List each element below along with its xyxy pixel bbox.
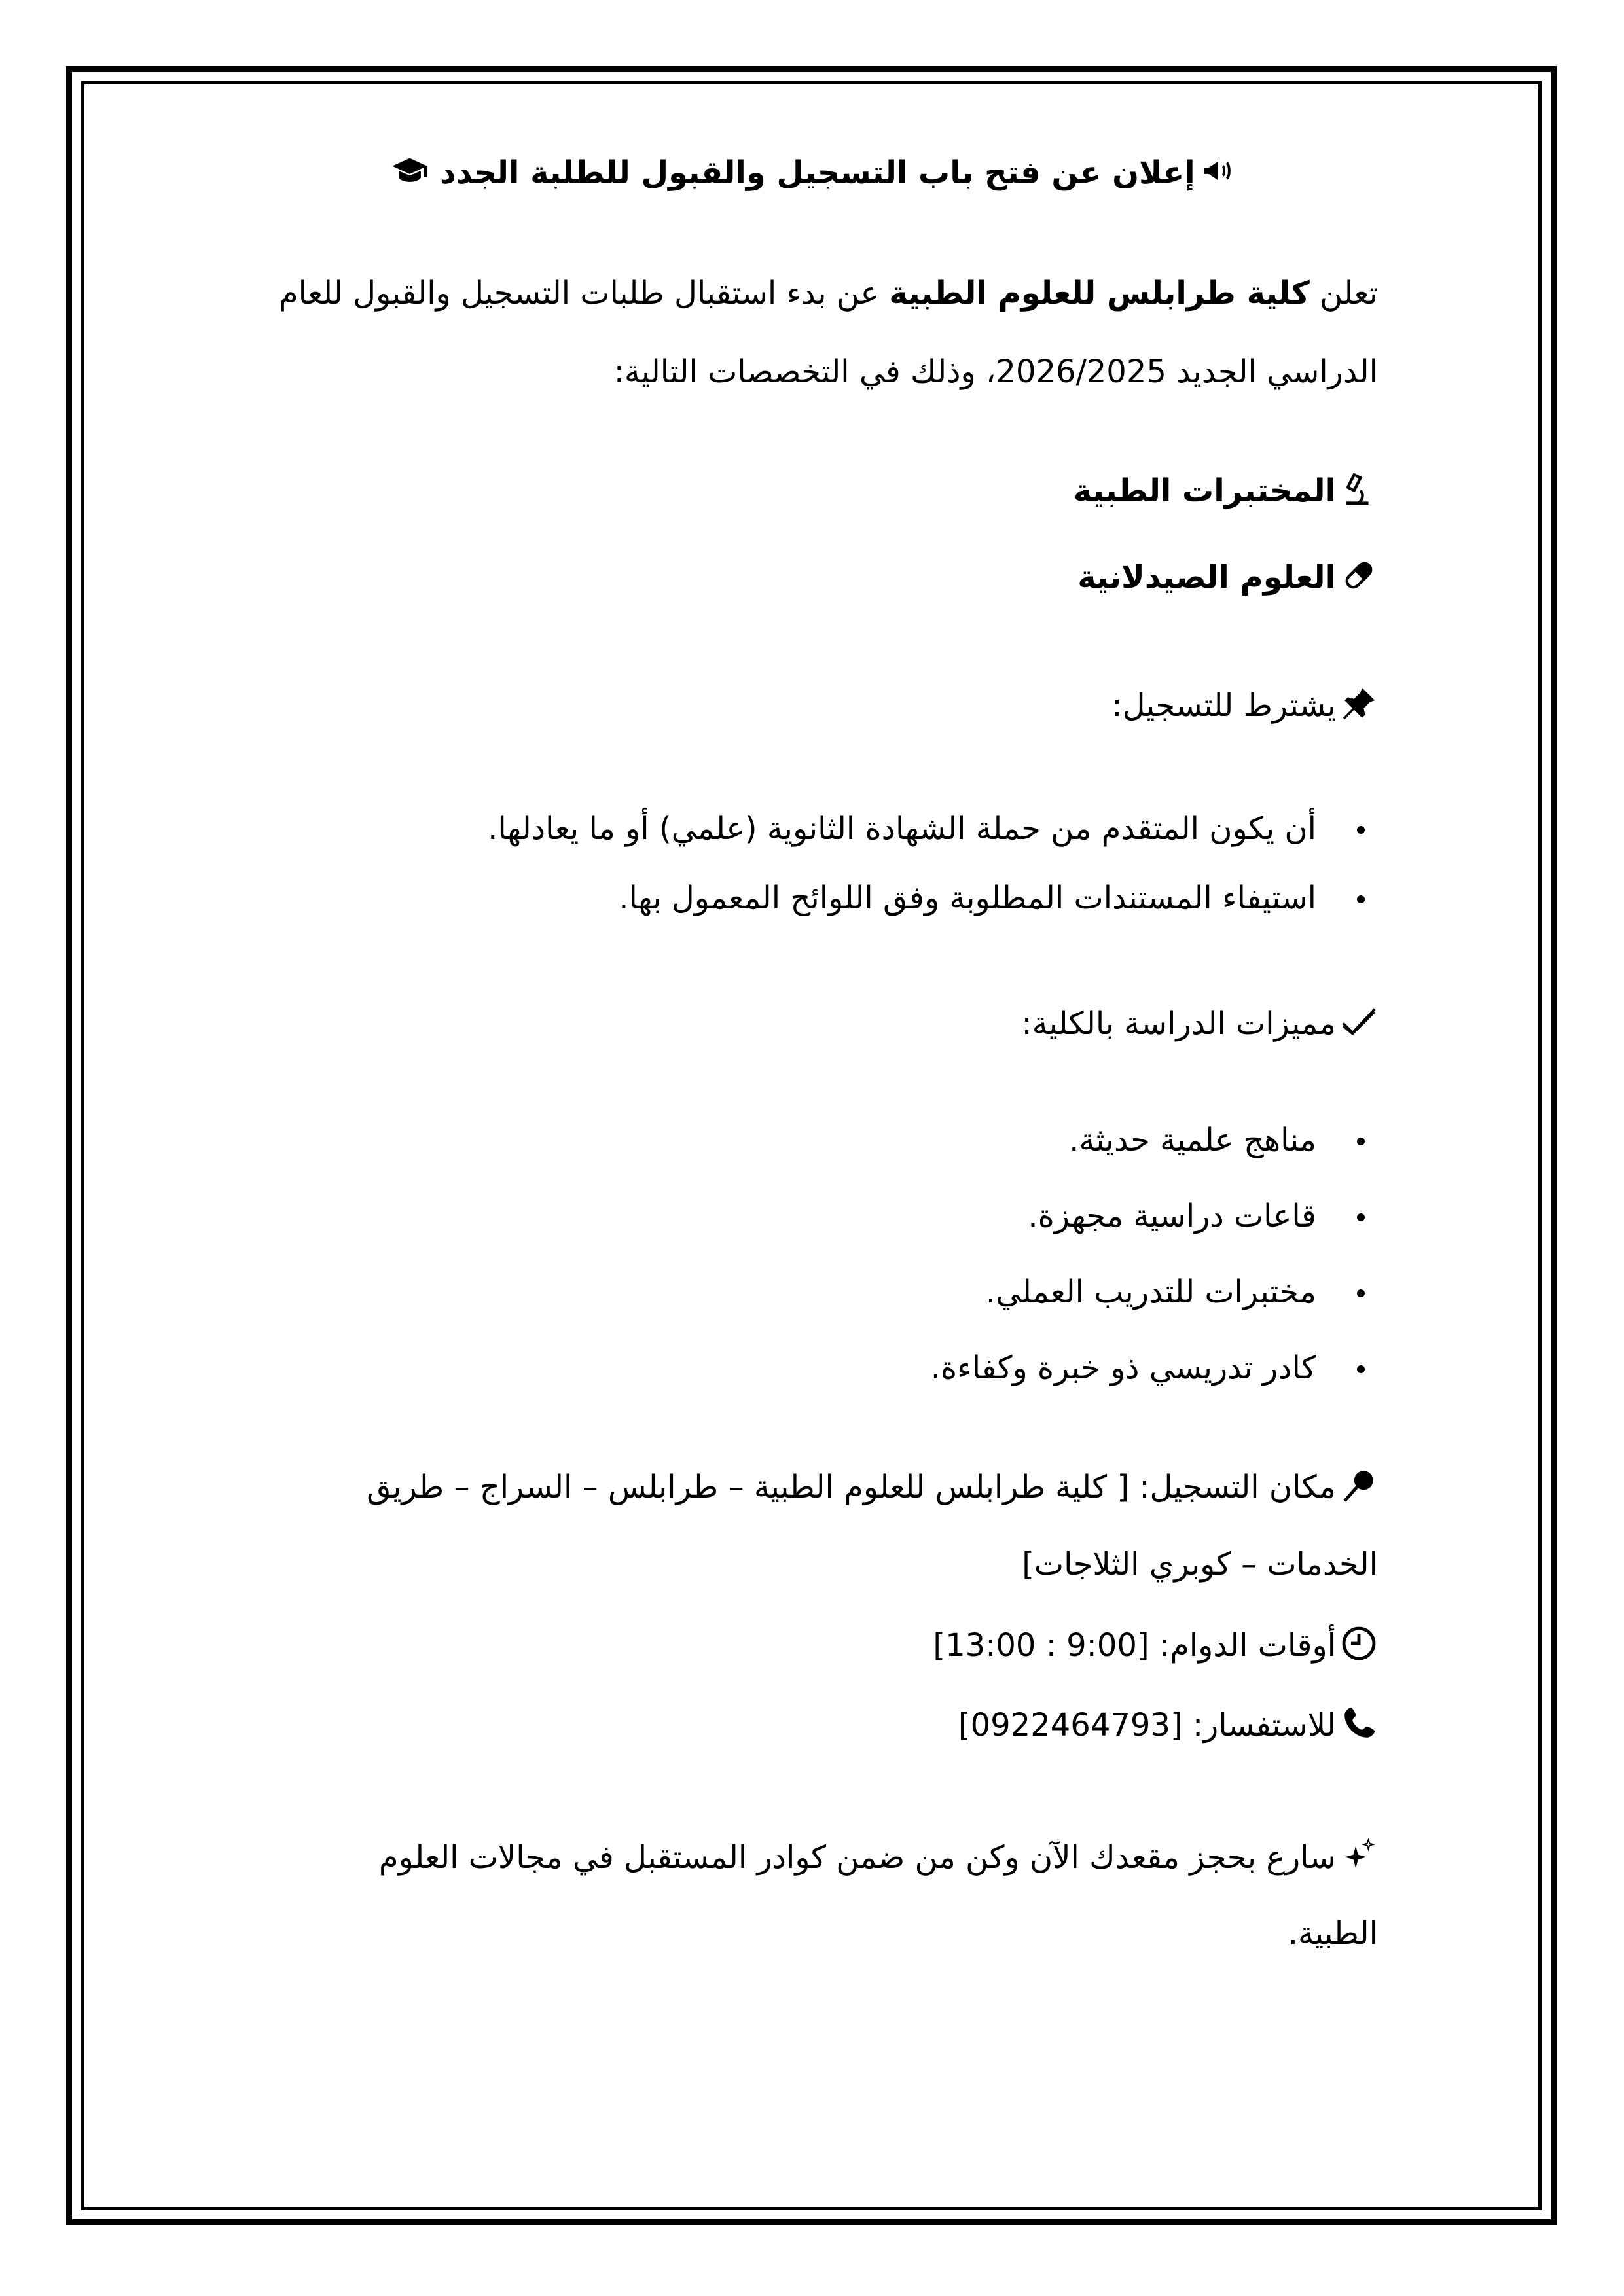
pushpin-icon: [1340, 685, 1378, 723]
megaphone-icon: [1199, 152, 1237, 190]
requirements-heading-text: يشترط للتسجيل:: [1111, 687, 1336, 724]
pill-icon: [1340, 556, 1378, 594]
inquiry-text: للاستفسار: [0922464793]: [958, 1707, 1336, 1744]
graduation-cap-icon: [391, 152, 429, 190]
location-text: مكان التسجيل: [ كلية طرابلس للعلوم الطبية – طرابلس – السراج – طريق: [367, 1469, 1336, 1505]
features-heading-text: مميزات الدراسة بالكلية:: [1021, 1005, 1336, 1042]
closing-text: سارع بحجز مقعدك الآن وكن من ضمن كوادر المستقبل في مجالات العلوم: [378, 1839, 1336, 1876]
bullet-dot: [1357, 1365, 1365, 1373]
location-line-2: الخدمات – كوبري الثلاجات]: [1022, 1546, 1378, 1583]
intro-rest: عن بدء استقبال طلبات التسجيل والقبول للعام: [278, 275, 890, 312]
requirements-heading: [1111, 685, 1378, 725]
phone-icon: [1340, 1704, 1378, 1742]
list-item: [619, 878, 1316, 918]
inquiry-line: [958, 1704, 1378, 1745]
specialty-item: [1077, 556, 1378, 597]
closing-line-2: الطبية.: [1288, 1915, 1378, 1952]
specialty-item: [1074, 470, 1378, 511]
microscope-icon: [1340, 470, 1378, 508]
map-pin-icon: [1340, 1466, 1378, 1504]
bullet-dot: [1357, 895, 1365, 903]
list-item-text: مختبرات للتدريب العملي.: [985, 1274, 1316, 1310]
list-item-text: استيفاء المستندات المطلوبة وفق اللوائح المعمول بها.: [619, 880, 1316, 916]
bullet-dot: [1357, 1213, 1365, 1221]
page-border-inner: [81, 81, 1542, 2210]
intro-line-1: [279, 274, 1378, 313]
list-item-text: أن يكون المتقدم من حملة الشهادة الثانوية (علمي) أو ما يعادلها.: [488, 810, 1316, 847]
list-item-text: قاعات دراسية مجهزة.: [1028, 1198, 1316, 1234]
specialty-label: العلوم الصيدلانية: [1077, 559, 1336, 596]
intro-line-2: الدراسي الجديد 2026/2025، وذلك في التخصصات التالية:: [613, 353, 1378, 390]
list-item: [488, 809, 1316, 848]
list-item-text: مناهج علمية حديثة.: [1069, 1122, 1316, 1158]
hours-line: [933, 1624, 1378, 1665]
clock-icon: [1340, 1624, 1378, 1662]
list-item: [1069, 1121, 1316, 1160]
list-item: [986, 1272, 1316, 1312]
list-item: [1028, 1196, 1316, 1236]
college-name: كلية طرابلس للعلوم الطبية: [889, 275, 1310, 312]
page-title-line: [0, 152, 1624, 192]
check-mark-icon: [1340, 1003, 1378, 1041]
list-item: [931, 1348, 1316, 1388]
features-heading: [1022, 1003, 1379, 1043]
bullet-dot: [1357, 1289, 1365, 1297]
page-title: إعلان عن فتح باب التسجيل والقبول للطلبة الجدد: [439, 154, 1195, 191]
list-item-text: كادر تدريسي ذو خبرة وكفاءة.: [930, 1350, 1316, 1386]
bullet-dot: [1357, 826, 1365, 834]
sparkles-icon: [1340, 1837, 1378, 1874]
specialty-label: المختبرات الطبية: [1073, 473, 1336, 509]
closing-line-1: [379, 1837, 1378, 1877]
bullet-dot: [1357, 1138, 1365, 1145]
location-line-1: [367, 1466, 1378, 1507]
intro-prefix: تعلن: [1309, 275, 1378, 312]
hours-text: أوقات الدوام: [9:00 : 13:00]: [933, 1627, 1336, 1664]
